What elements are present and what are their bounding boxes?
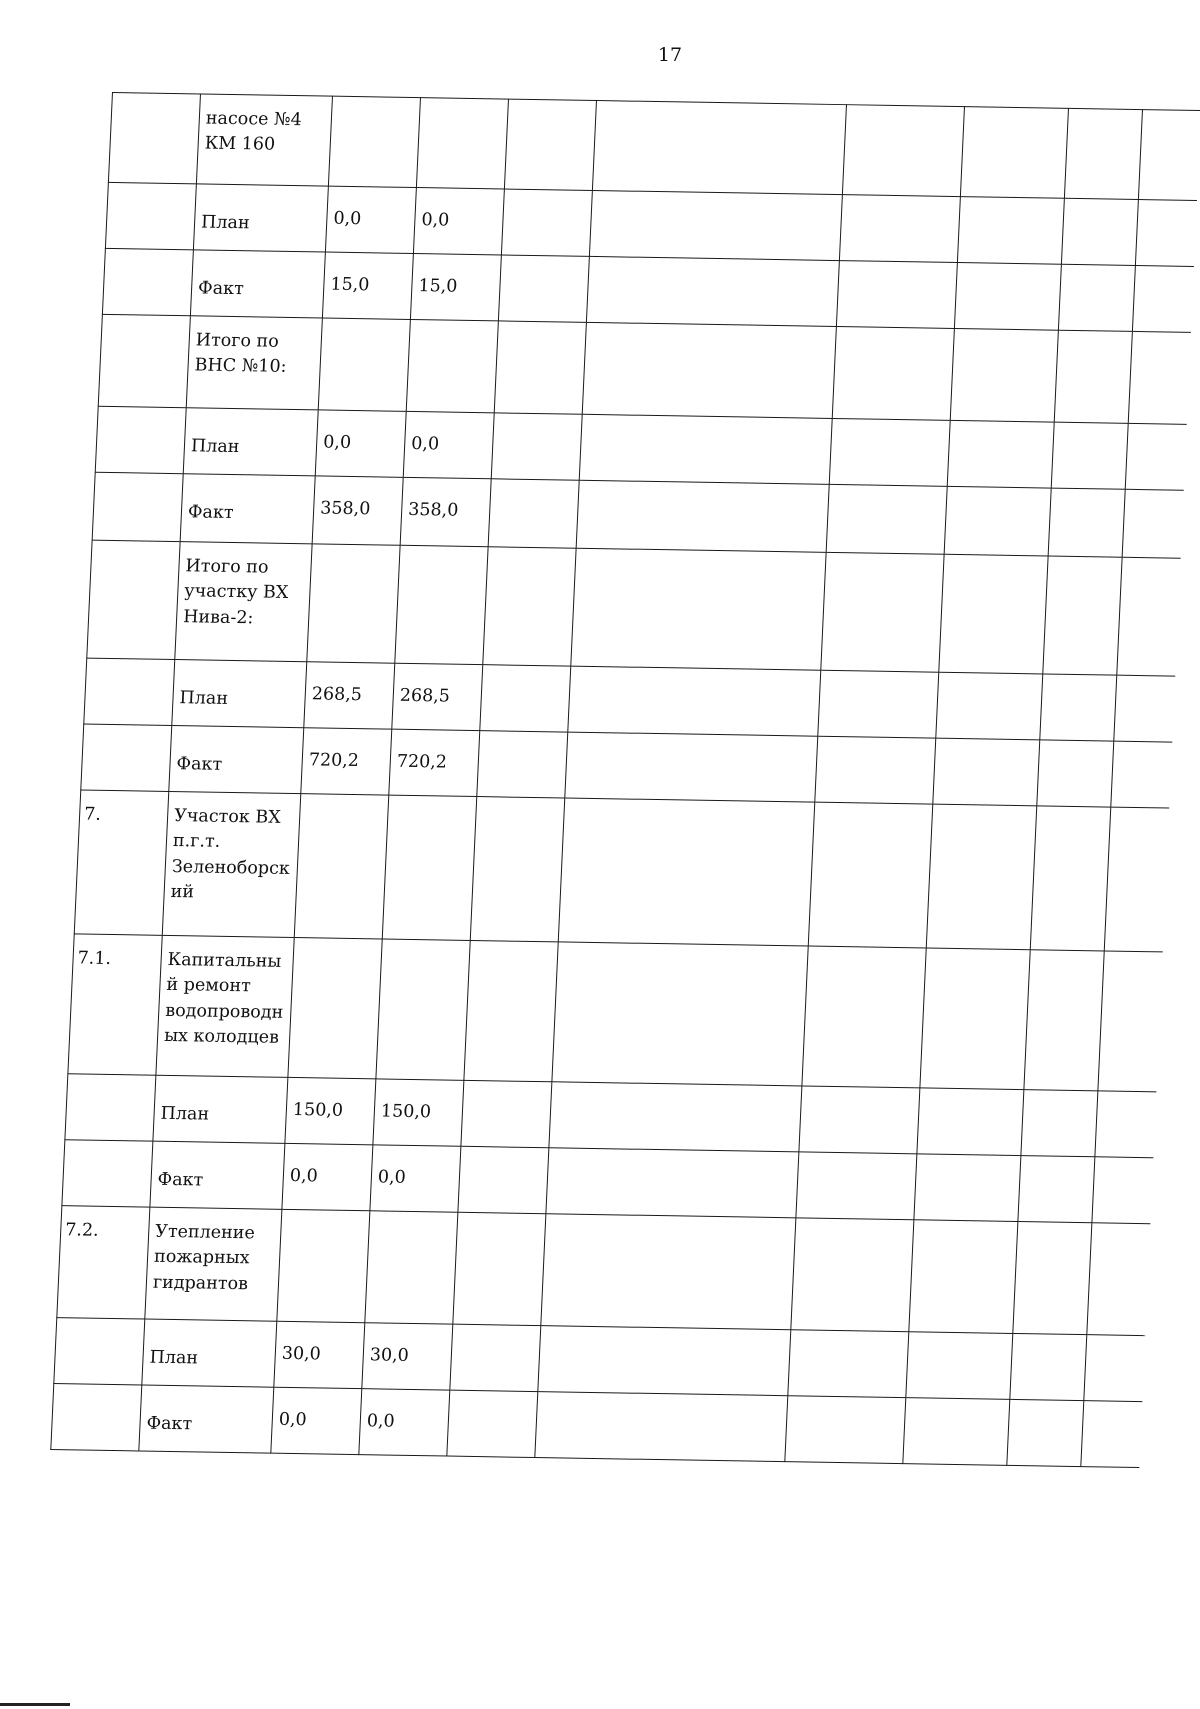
empty-cell: [458, 1146, 549, 1213]
row-label-cell: Факт: [150, 1141, 285, 1209]
empty-cell: [791, 1218, 914, 1332]
empty-cell: [954, 263, 1061, 331]
empty-cell: [821, 552, 944, 672]
empty-cell: [552, 942, 808, 1086]
empty-cell: [1024, 950, 1104, 1091]
plan-value-cell: 0,0: [271, 1387, 362, 1454]
empty-cell: [842, 105, 964, 197]
row-number-cell: [51, 1384, 142, 1451]
empty-cell: [960, 107, 1068, 199]
empty-cell: [826, 484, 947, 554]
plan-value-cell: 150,0: [285, 1077, 376, 1144]
plan-value-cell: 15,0: [322, 252, 413, 319]
table-row: [68, 934, 1162, 1092]
empty-cell: [576, 480, 829, 552]
empty-cell: [546, 1148, 799, 1218]
plan-value-cell: [307, 544, 400, 663]
empty-cell: [1122, 489, 1183, 558]
table-row: [74, 790, 1169, 952]
empty-cell: [480, 665, 571, 732]
empty-cell: [920, 948, 1030, 1090]
row-label-cell: План: [193, 184, 328, 252]
empty-cell: [796, 1152, 917, 1220]
empty-cell: [1018, 1156, 1095, 1223]
empty-cell: [535, 1392, 788, 1462]
fact-value-cell: 0,0: [359, 1389, 450, 1456]
plan-value-cell: 0,0: [282, 1143, 373, 1210]
empty-cell: [1048, 488, 1125, 557]
empty-cell: [926, 804, 1037, 950]
empty-cell: [1138, 110, 1200, 201]
empty-cell: [1043, 556, 1122, 675]
empty-cell: [464, 940, 558, 1081]
empty-cell: [1132, 265, 1193, 332]
row-label-cell: Итого по участку ВХ Нива-2:: [175, 542, 312, 662]
row-label-cell: Факт: [190, 250, 325, 318]
empty-cell: [1084, 1335, 1145, 1402]
empty-cell: [839, 195, 960, 263]
empty-cell: [1051, 422, 1128, 489]
row-number-cell: [108, 93, 200, 184]
row-number-cell: 7.2.: [57, 1206, 150, 1319]
empty-cell: [501, 189, 592, 256]
empty-cell: [461, 1080, 552, 1147]
fact-value-cell: [365, 1211, 458, 1324]
empty-cell: [1092, 1157, 1153, 1224]
empty-cell: [582, 322, 836, 418]
fact-value-cell: 150,0: [373, 1079, 464, 1146]
empty-cell: [1098, 951, 1162, 1092]
empty-cell: [1081, 1401, 1142, 1468]
empty-cell: [808, 802, 933, 948]
empty-cell: [1054, 330, 1132, 423]
empty-cell: [494, 321, 586, 414]
empty-cell: [1095, 1091, 1156, 1158]
empty-cell: [906, 1332, 1013, 1400]
empty-cell: [1117, 557, 1180, 676]
empty-cell: [1021, 1090, 1098, 1157]
plan-value-cell: [294, 794, 389, 939]
empty-cell: [799, 1086, 920, 1154]
plan-value-cell: 30,0: [274, 1321, 365, 1388]
empty-cell: [1114, 675, 1175, 742]
empty-cell: [504, 99, 596, 190]
empty-cell: [914, 1154, 1021, 1222]
empty-cell: [944, 486, 1051, 556]
fact-value-cell: [416, 98, 508, 189]
empty-cell: [950, 328, 1058, 422]
fact-value-cell: 720,2: [389, 729, 480, 796]
table-row: [87, 540, 1180, 676]
row-label-cell: насосе №4 КМ 160: [196, 94, 332, 186]
empty-cell: [1061, 198, 1138, 265]
empty-cell: [579, 414, 832, 484]
empty-cell: [903, 1398, 1010, 1466]
empty-cell: [1128, 331, 1190, 424]
fact-value-cell: 0,0: [413, 188, 504, 255]
row-label-cell: Факт: [139, 1385, 274, 1453]
empty-cell: [453, 1212, 546, 1325]
row-number-cell: [92, 472, 183, 541]
plan-value-cell: [277, 1209, 370, 1322]
fact-value-cell: [376, 939, 470, 1080]
empty-cell: [549, 1082, 802, 1152]
empty-cell: [957, 197, 1064, 265]
empty-cell: [1125, 423, 1186, 490]
empty-cell: [1064, 108, 1142, 199]
empty-cell: [488, 479, 579, 548]
empty-cell: [1037, 740, 1114, 807]
empty-cell: [802, 946, 926, 1088]
empty-cell: [541, 1214, 796, 1330]
empty-cell: [939, 554, 1048, 674]
empty-cell: [477, 731, 568, 798]
empty-cell: [470, 797, 565, 942]
empty-cell: [1013, 1222, 1092, 1335]
empty-cell: [571, 548, 826, 670]
row-label-cell: План: [183, 408, 318, 476]
empty-cell: [491, 413, 582, 480]
empty-cell: [909, 1220, 1018, 1334]
row-number-cell: [105, 182, 196, 249]
empty-cell: [558, 798, 815, 946]
empty-cell: [788, 1330, 909, 1398]
fact-value-cell: 30,0: [362, 1323, 453, 1390]
empty-cell: [498, 255, 589, 322]
plan-value-cell: 358,0: [312, 476, 403, 545]
plan-value-cell: [318, 318, 410, 411]
fact-value-cell: 268,5: [392, 663, 483, 730]
empty-cell: [1030, 806, 1111, 951]
empty-cell: [1010, 1333, 1087, 1400]
fact-value-cell: 358,0: [400, 477, 491, 546]
scan-edge-mark: [0, 1703, 70, 1706]
row-label-cell: План: [153, 1075, 288, 1143]
empty-cell: [450, 1324, 541, 1391]
empty-cell: [538, 1326, 791, 1396]
plan-value-cell: 720,2: [301, 728, 392, 795]
page-number: 17: [657, 44, 683, 66]
row-label-cell: План: [172, 660, 307, 728]
estimate-table: [50, 92, 1200, 1468]
empty-cell: [589, 190, 842, 260]
row-label-cell: Утепление пожарных гидрантов: [145, 1207, 282, 1321]
empty-cell: [832, 327, 954, 421]
row-number-cell: [84, 658, 175, 725]
row-number-cell: 7.1.: [68, 934, 162, 1075]
empty-cell: [785, 1396, 906, 1464]
fact-value-cell: [406, 319, 498, 412]
row-number-cell: [81, 724, 172, 791]
fact-value-cell: 15,0: [410, 253, 501, 320]
empty-cell: [586, 256, 839, 326]
row-number-cell: [54, 1318, 145, 1385]
row-number-cell: [102, 248, 193, 315]
plan-value-cell: [328, 96, 420, 187]
empty-cell: [483, 547, 576, 666]
empty-cell: [1111, 741, 1172, 808]
plan-value-cell: 268,5: [304, 662, 395, 729]
row-label-cell: Капитальный ремонт водопроводных колодцев: [156, 935, 294, 1077]
empty-cell: [1058, 264, 1135, 331]
table-row: [98, 314, 1190, 424]
row-label-cell: Итого по ВНС №10:: [186, 316, 322, 410]
empty-cell: [936, 672, 1043, 740]
empty-cell: [568, 666, 821, 736]
fact-value-cell: [395, 545, 488, 664]
empty-cell: [917, 1088, 1024, 1156]
plan-value-cell: [288, 938, 382, 1079]
empty-cell: [447, 1390, 538, 1457]
empty-cell: [933, 738, 1040, 806]
row-label-cell: План: [142, 1319, 277, 1387]
empty-cell: [1087, 1223, 1150, 1336]
empty-cell: [947, 420, 1054, 488]
plan-value-cell: 0,0: [325, 186, 416, 253]
empty-cell: [1007, 1399, 1084, 1466]
plan-value-cell: 0,0: [315, 410, 406, 477]
empty-cell: [1135, 200, 1196, 267]
empty-cell: [592, 101, 846, 195]
row-number-cell: [95, 406, 186, 473]
empty-cell: [836, 261, 957, 329]
row-label-cell: Факт: [169, 725, 304, 793]
table-row: [57, 1206, 1150, 1336]
empty-cell: [818, 670, 939, 738]
row-number-cell: 7.: [74, 790, 169, 935]
fact-value-cell: 0,0: [370, 1145, 461, 1212]
row-number-cell: [98, 314, 190, 407]
row-number-cell: [87, 540, 180, 659]
empty-cell: [1040, 674, 1117, 741]
row-label-cell: Факт: [180, 474, 315, 544]
fact-value-cell: [382, 795, 477, 940]
row-number-cell: [65, 1074, 156, 1141]
row-label-cell: Участок ВХ п.г.т. Зеленоборский: [162, 791, 301, 937]
row-number-cell: [62, 1140, 153, 1207]
empty-cell: [829, 418, 950, 486]
fact-value-cell: 0,0: [403, 411, 494, 478]
empty-cell: [815, 736, 936, 804]
empty-cell: [565, 732, 818, 802]
empty-cell: [1104, 807, 1169, 952]
table-body: [51, 93, 1200, 1468]
